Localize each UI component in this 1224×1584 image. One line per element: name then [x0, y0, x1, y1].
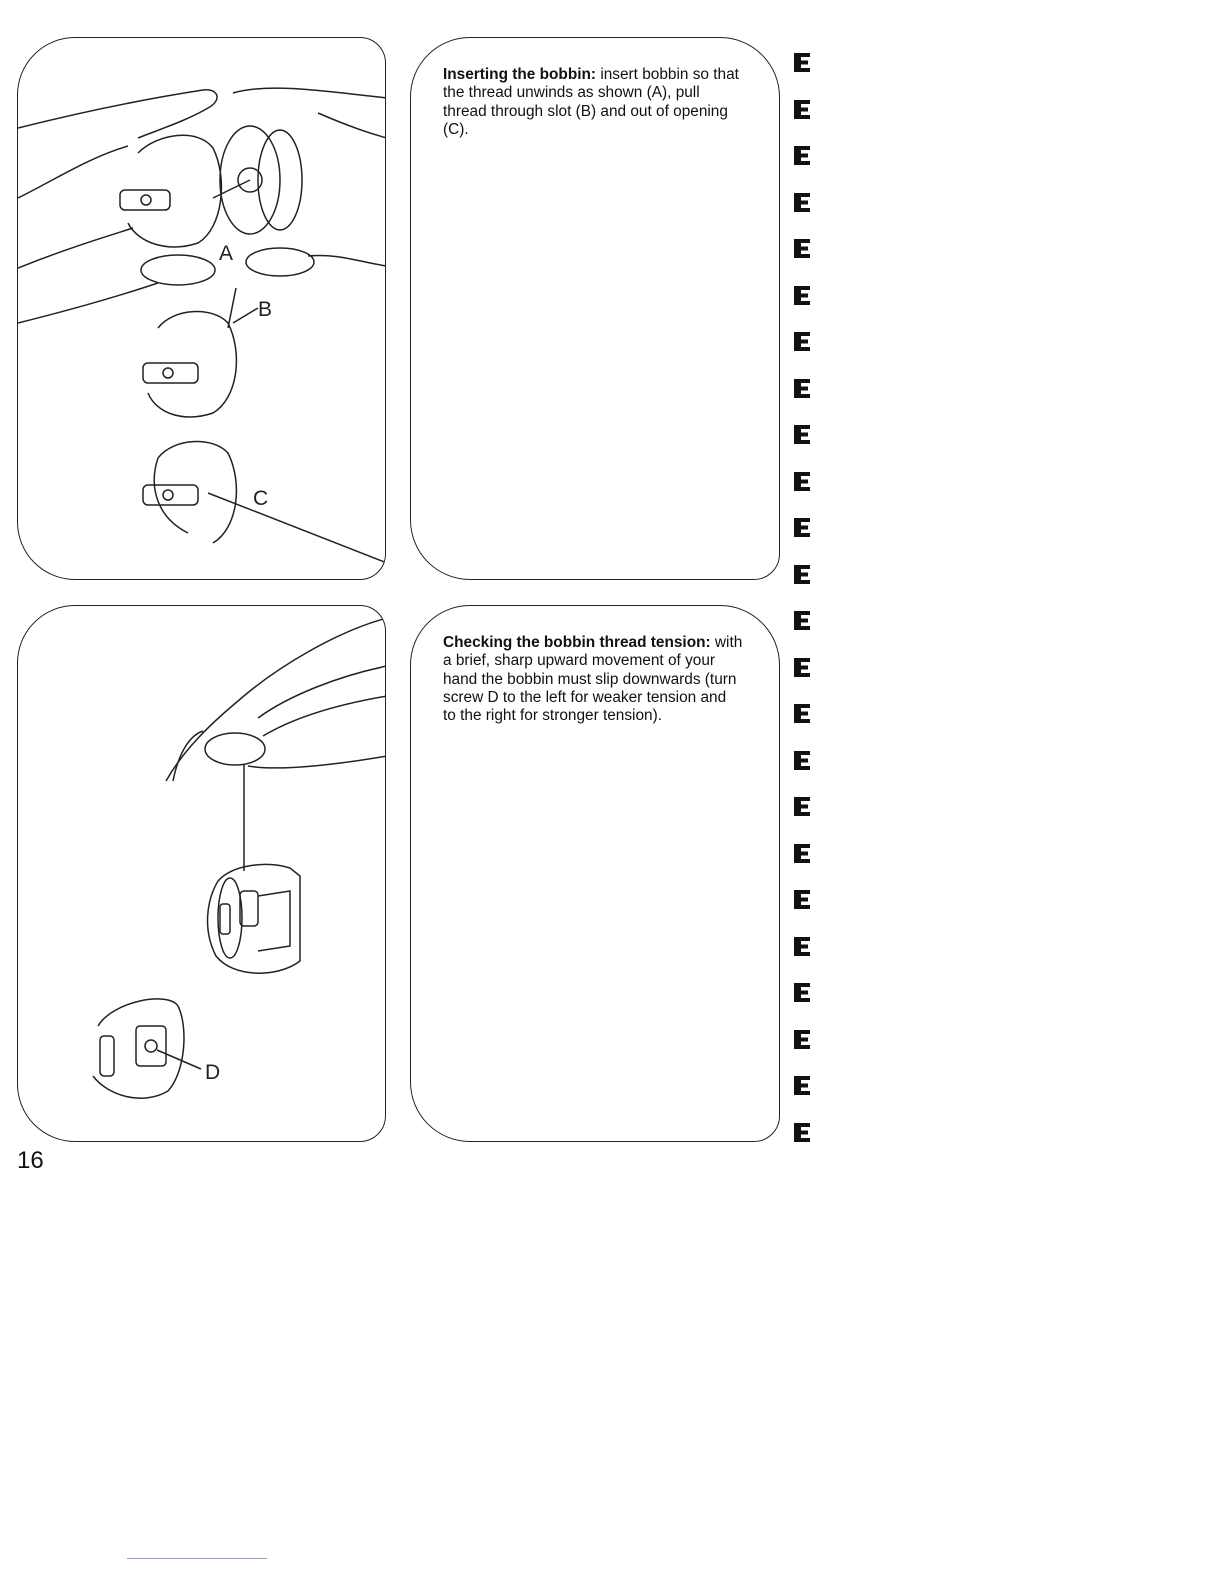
- index-tab-e-icon: [794, 983, 810, 1002]
- bobbin-insertion-illustration: [18, 38, 386, 580]
- index-tab-e-icon: [794, 53, 810, 72]
- index-tab-e-icon: [794, 425, 810, 444]
- index-tab-e-icon: [794, 611, 810, 630]
- index-tab-e-icon: [794, 518, 810, 537]
- section-body: insert bobbin so that the thread unwinds as shown (A), pull thread through slot (B) and out of opening (C).: [443, 66, 739, 138]
- index-tab-e-icon: [794, 797, 810, 816]
- section-body: with a brief, sharp upward movement of your hand the bobbin must slip downwards (turn screw D to the left for weaker tension and to the right for stronger tension).: [443, 634, 743, 725]
- index-tab-e-icon: [794, 658, 810, 677]
- index-tab-e-icon: [794, 193, 810, 212]
- figure-label: C: [253, 487, 269, 510]
- index-tab-e-icon: [794, 146, 810, 165]
- page-number: 16: [17, 1147, 44, 1174]
- index-tab-e-icon: [794, 1030, 810, 1049]
- instruction-paragraph: [443, 634, 743, 725]
- index-tab-e-icon: [794, 844, 810, 863]
- figure-label: B: [258, 298, 273, 321]
- section-heading: Inserting the bobbin:: [443, 66, 597, 83]
- index-tab-e-icon: [794, 472, 810, 491]
- index-tab-e-icon: [794, 937, 810, 956]
- index-tab-e-icon: [794, 286, 810, 305]
- index-tab-e-icon: [794, 1123, 810, 1142]
- index-tab-e-icon: [794, 379, 810, 398]
- text-panel-thread-tension: [410, 605, 780, 1142]
- index-tab-e-icon: [794, 239, 810, 258]
- index-tab-e-icon: [794, 751, 810, 770]
- thread-tension-illustration: [18, 606, 386, 1142]
- figure-panel-thread-tension: [17, 605, 386, 1142]
- figure-label: D: [205, 1061, 221, 1084]
- index-tab-e-icon: [794, 332, 810, 351]
- index-tab-e-icon: [794, 565, 810, 584]
- index-tab-e-icon: [794, 890, 810, 909]
- section-heading: Checking the bobbin thread tension:: [443, 634, 711, 651]
- index-tab-e-icon: [794, 704, 810, 723]
- figure-label: A: [219, 242, 234, 265]
- index-tab-e-icon: [794, 100, 810, 119]
- instruction-paragraph: [443, 66, 743, 139]
- footer-rule: [127, 1558, 267, 1559]
- text-panel-inserting-bobbin: [410, 37, 780, 580]
- figure-panel-inserting-bobbin: [17, 37, 386, 580]
- index-tab-e-icon: [794, 1076, 810, 1095]
